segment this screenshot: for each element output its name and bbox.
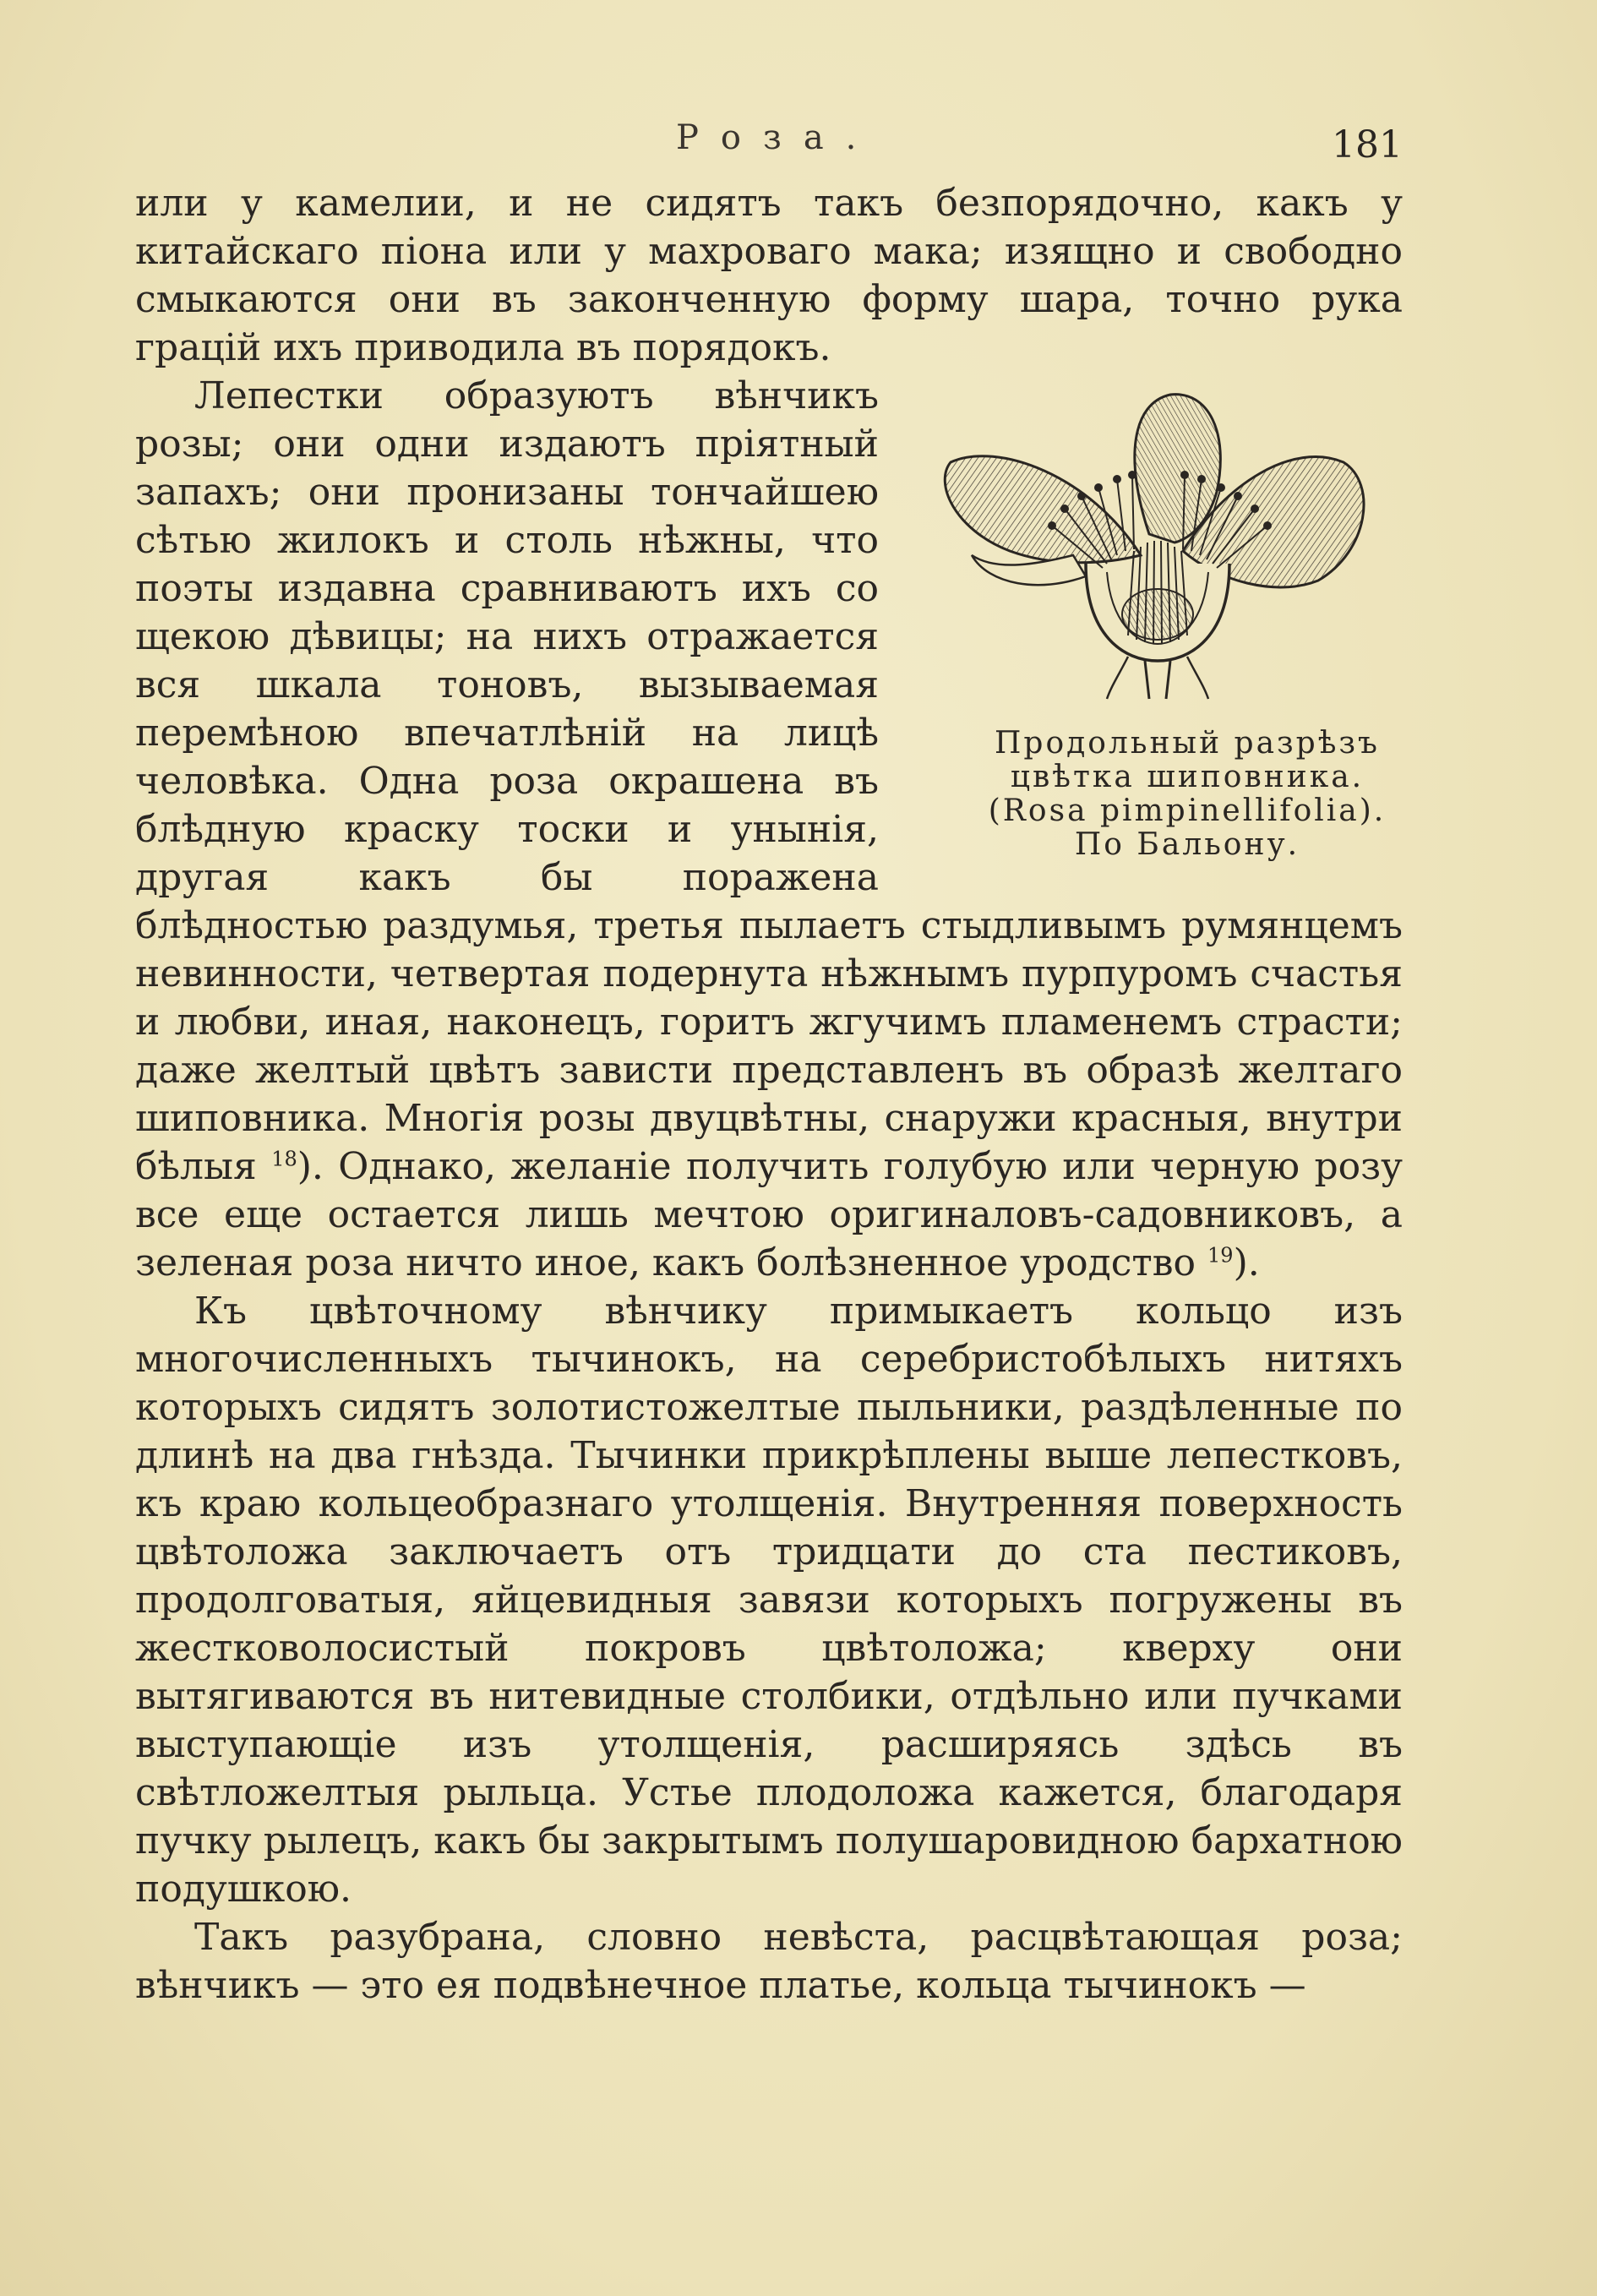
footnote-ref-18[interactable]: 18 [271,1147,297,1171]
page-number: 181 [1332,123,1403,166]
paragraph-1: или у камелии, и не сидятъ такъ безпорядочно, какъ у китайскаго піона или у махроваго мака; изящно и свободно смыкаются они въ законченную форму шара, точно рука грацій ихъ приводила въ порядокъ. [135,182,1403,369]
running-title: Роза. [676,118,879,157]
page-header [135,118,1403,177]
paragraph-2-text-c: ). [1233,1241,1260,1284]
figure [913,382,1403,862]
paragraph-2 [135,372,1403,1287]
paragraph-2-text-a: Лепестки образуютъ вѣнчикъ розы; они одни издаютъ пріятный запахъ; они пронизаны тончайшею сѣтью жилокъ и столь нѣжны, что поэты издавна сравниваютъ ихъ со щекою дѣвицы; на нихъ отражается вся шкала тоновъ, вызываемая перемѣною впечатлѣній на лицѣ человѣка. Одна роза окрашена въ блѣдную краску тоски и унынія, другая какъ бы поражена блѣдностью раздумья, третья пылаетъ стыдливымъ румянцемъ невинности, четвертая подернута нѣжнымъ пурпуромъ счастья и любви, иная, наконецъ, горитъ жгучимъ пламенемъ страсти; даже желтый цвѣтъ зависти представленъ въ образѣ желтаго шиповника. Многія розы двуцвѣтны, снаружи красныя, внутри бѣлыя [135,374,1403,1188]
caption-line-3: (Rosa pimpinellifolia). [988,794,1387,828]
body-text [135,179,1403,2010]
footnote-ref-19[interactable]: 19 [1207,1243,1234,1268]
caption-line-2: цвѣтка шиповника. [1010,760,1365,794]
paragraph-4: Такъ разубрана, словно невѣста, расцвѣтающая роза; вѣнчикъ — это ея подвѣнечное платье, кольца тычинокъ — [135,1916,1403,2007]
paragraph-3: Къ цвѣточному вѣнчику примыкаетъ кольцо изъ многочисленныхъ тычинокъ, на серебристобѣлыхъ нитяхъ которыхъ сидятъ золотистожелтые пыльники, раздѣленные по длинѣ на два гнѣзда. Тычинки прикрѣплены выше лепестковъ, къ краю кольцеобразнаго утолщенія. Внутренняя поверхность цвѣтоложа заключаетъ отъ тридцати до ста пестиковъ, продолговатыя, яйцевидныя завязи которыхъ погружены въ жестковолосистый покровъ цвѣтоложа; кверху они вытягиваются въ нитевидные столбики, отдѣльно или пучками выступающіе изъ утолщенія, расширяясь здѣсь въ свѣтложелтыя рыльца. Устье плодоложа кажется, благодаря пучку рылецъ, какъ бы закрытымъ полушаровидною бархатною подушкою. [135,1290,1403,1911]
caption-line-1: Продольный разрѣзъ [995,726,1380,761]
paragraph-2-text-b: ). Однако, желаніе получить голубую или черную розу все еще остается лишь мечтою оригиналовъ-садовниковъ, а зеленая роза ничто иное, какъ болѣзненное уродство [135,1145,1403,1284]
caption-line-4: По Бальону. [1074,827,1300,862]
figure-caption [913,727,1403,862]
rose-flower-section-illustration [938,382,1377,703]
